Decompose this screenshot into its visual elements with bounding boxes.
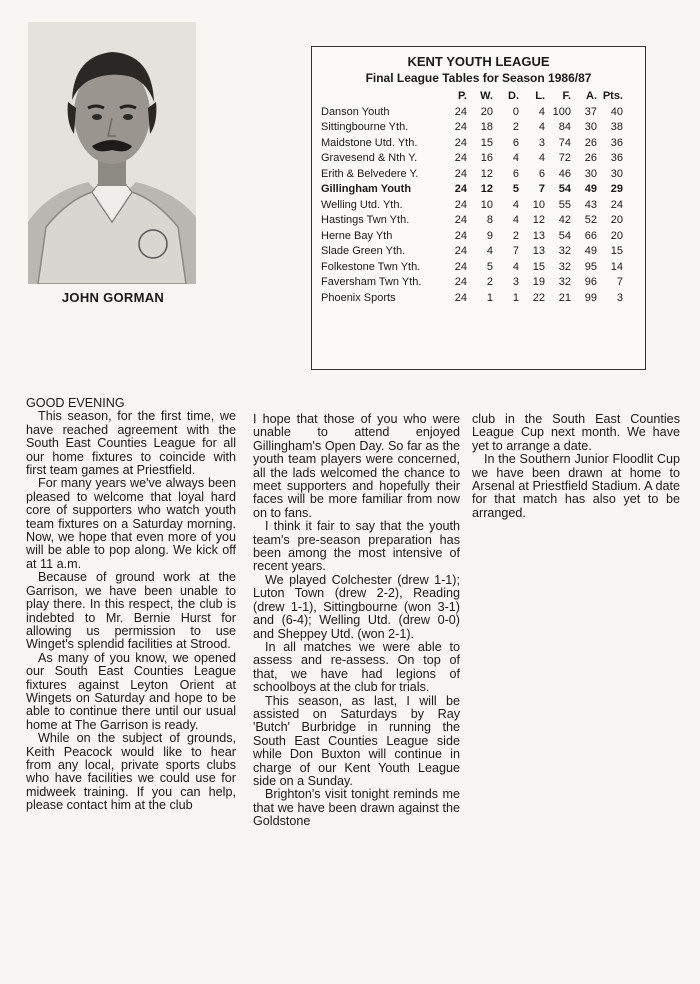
stat-p: 24 [454, 198, 467, 211]
header-team [319, 89, 443, 105]
article-column-1 [26, 397, 236, 813]
stat-p: 24 [454, 260, 467, 273]
stat-a: 43 [584, 198, 597, 211]
stat-w: 15 [480, 136, 493, 149]
stat-l: 4 [538, 105, 545, 118]
stat-f: 21 [558, 291, 571, 304]
table-row [319, 151, 625, 167]
stat-p: 24 [454, 214, 467, 226]
stat-d: 5 [512, 183, 519, 195]
stat-w: 12 [480, 183, 493, 195]
stat-p: 24 [454, 152, 467, 164]
table-row [319, 198, 625, 214]
team-name: Gillingham Youth [321, 183, 412, 195]
stat-l: 22 [532, 291, 545, 304]
stat-f: 32 [558, 276, 571, 288]
article-paragraph: I think it fair to say that the youth team's pre-season preparation has been among the most intensive of recent years. [253, 519, 460, 574]
stat-d: 4 [512, 152, 519, 164]
stat-l: 13 [532, 245, 545, 257]
stat-a: 96 [584, 276, 597, 288]
stat-f: 100 [552, 105, 571, 118]
league-title: KENT YOUTH LEAGUE [407, 54, 550, 69]
stat-w: 4 [486, 245, 493, 257]
table-row [319, 105, 625, 121]
stat-a: 49 [584, 245, 597, 257]
stat-f: 54 [558, 183, 571, 195]
team-name: Herne Bay Yth [321, 229, 393, 242]
table-row [319, 167, 625, 183]
team-name: Sittingbourne Yth. [321, 121, 409, 133]
stat-p: 24 [454, 136, 467, 149]
stat-pts: 36 [610, 152, 623, 164]
stat-w: 5 [486, 260, 493, 273]
stat-pts: 15 [610, 245, 623, 257]
stat-a: 49 [584, 183, 597, 195]
article-paragraph: We played Colchester (drew 1-1); Luton Town (drew 2-2), Reading (drew 1-1), Sittingbourne (won 3-1) and (6-4); Welling Utd. (drew 0-0) and Sheppey Utd. (won 2-1). [253, 572, 460, 641]
stat-w: 10 [480, 198, 493, 211]
article-column-2 [253, 413, 460, 829]
table-row [319, 275, 625, 291]
team-name: Phoenix Sports [321, 291, 396, 304]
article-paragraph: Because of ground work at the Garrison, we have been unable to play there. In this respect, the club is indebted to Mr. Bernie Hurst for allowing us permission to use Winget's splendid facilities at Strood. [26, 570, 236, 652]
stat-a: 26 [584, 152, 597, 164]
article-paragraph: As many of you know, we opened our South East Counties League fixtures against Leyton Orient at Wingets on Saturday and hope to be able to continue there until our usual home at The Garrison is ready. [26, 650, 236, 732]
stat-a: 37 [584, 105, 597, 118]
stat-d: 6 [512, 136, 519, 149]
table-row [319, 136, 625, 152]
league-subtitle: Final League Tables for Season 1986/87 [365, 71, 592, 85]
photo-caption: JOHN GORMAN [61, 290, 165, 305]
header-for: F. [562, 90, 571, 102]
stat-a: 66 [584, 229, 597, 242]
stat-p: 24 [454, 105, 467, 118]
stat-w: 1 [486, 291, 493, 304]
header-drawn: D. [508, 90, 519, 102]
article-heading: GOOD EVENING [26, 396, 125, 410]
stat-l: 6 [538, 167, 545, 180]
stat-d: 2 [512, 121, 519, 133]
stat-a: 30 [584, 121, 597, 133]
stat-l: 10 [532, 198, 545, 211]
stat-p: 24 [454, 229, 467, 242]
stat-l: 3 [538, 136, 545, 149]
stat-l: 13 [532, 229, 545, 242]
stat-f: 42 [558, 214, 571, 226]
article-paragraph: This season, for the first time, we have reached agreement with the South East Counties League for all our home fixtures to coincide with first team games at Priestfield. [26, 409, 236, 478]
stat-d: 4 [512, 214, 519, 226]
table-row [319, 120, 625, 136]
header-points: Pts. [602, 90, 623, 102]
stat-a: 26 [584, 136, 597, 149]
stat-pts: 24 [610, 198, 623, 211]
stat-f: 32 [558, 245, 571, 257]
header-played: P. [458, 90, 467, 102]
table-row [319, 229, 625, 245]
article-paragraph: I hope that those of you who were unable to attend enjoyed Gillingham's Open Day. So far as the youth team players were concerned, all the lads welcomed the chance to meet supporters and hopefully their faces will be more familiar from now on to fans. [253, 412, 460, 520]
stat-d: 3 [512, 276, 519, 288]
stat-p: 24 [454, 183, 467, 195]
stat-d: 6 [512, 167, 519, 180]
stat-d: 4 [512, 198, 519, 211]
stat-pts: 20 [610, 229, 623, 242]
stat-d: 1 [512, 291, 519, 304]
league-table-box [311, 46, 646, 370]
stat-f: 55 [558, 198, 571, 211]
header-won: W. [480, 90, 493, 102]
stat-pts: 14 [610, 260, 623, 273]
stat-a: 30 [584, 167, 597, 180]
stat-p: 24 [454, 121, 467, 133]
article-paragraph: In the Southern Junior Floodlit Cup we have been drawn at home to Arsenal at Priestfield Stadium. A date for that match has also yet to be arranged. [472, 452, 680, 520]
table-row [319, 213, 625, 229]
stat-p: 24 [454, 291, 467, 304]
table-row [319, 244, 625, 260]
stat-p: 24 [454, 276, 467, 288]
stat-d: 0 [512, 105, 519, 118]
stat-pts: 29 [610, 183, 623, 195]
team-name: Maidstone Utd. Yth. [321, 136, 418, 149]
article-paragraph: This season, as last, I will be assisted on Saturdays by Ray 'Butch' Burbridge in running the South East Counties League side while Don Buxton will continue in charge of our Kent Youth League side on a Sunday. [253, 693, 460, 788]
league-table-body [319, 105, 625, 307]
stat-l: 4 [538, 121, 545, 133]
stat-f: 72 [558, 152, 571, 164]
stat-f: 46 [558, 167, 571, 180]
article-paragraph: For many years we've always been pleased to welcome that loyal hard core of supporters who watch youth team fixtures on a Saturday morning. Now, we hope that even more of you will be able to pop along. We kick off at 11 a.m. [26, 476, 236, 571]
team-name: Hastings Twn Yth. [321, 214, 410, 226]
article-paragraph: In all matches we were able to assess and re-assess. On top of that, we have had legions of schoolboys at the club for trials. [253, 639, 460, 695]
stat-d: 2 [512, 229, 519, 242]
stat-w: 8 [486, 214, 493, 226]
stat-f: 84 [558, 121, 571, 133]
stat-l: 15 [532, 260, 545, 273]
stat-l: 7 [538, 183, 545, 195]
stat-l: 4 [538, 152, 545, 164]
table-header-row [319, 89, 625, 105]
article-paragraph: club in the South East Counties League Cup next month. We have yet to arrange a date. [472, 412, 680, 453]
team-name: Slade Green Yth. [321, 245, 406, 257]
stat-pts: 20 [610, 214, 623, 226]
table-row [319, 260, 625, 276]
stat-p: 24 [454, 245, 467, 257]
stat-w: 16 [480, 152, 493, 164]
portrait-illustration [28, 22, 196, 284]
stat-w: 12 [480, 167, 493, 180]
header-against: A. [586, 90, 597, 102]
article-paragraph: Brighton's visit tonight reminds me that we have been drawn against the Goldstone [253, 787, 460, 829]
stat-pts: 30 [610, 167, 623, 180]
stat-a: 52 [584, 214, 597, 226]
stat-f: 32 [558, 260, 571, 273]
stat-w: 20 [480, 105, 493, 118]
stat-d: 7 [512, 245, 519, 257]
stat-pts: 7 [616, 276, 623, 288]
team-name: Gravesend & Nth Y. [321, 152, 418, 164]
team-name: Faversham Twn Yth. [321, 276, 422, 288]
stat-pts: 38 [610, 121, 623, 133]
article-column-3 [472, 413, 680, 520]
league-table [319, 89, 625, 306]
table-row [319, 291, 625, 307]
stat-pts: 3 [616, 291, 623, 304]
stat-w: 18 [480, 121, 493, 133]
stat-d: 4 [512, 260, 519, 273]
team-name: Welling Utd. Yth. [321, 198, 403, 211]
team-name: Erith & Belvedere Y. [321, 167, 419, 180]
article-paragraph: While on the subject of grounds, Keith Peacock would like to hear from any local, private sports clubs who have facilities we could use for midweek training. If you can help, please contact him at the club [26, 731, 236, 813]
stat-p: 24 [454, 167, 467, 180]
header-lost: L. [535, 90, 545, 102]
portrait-photo [28, 22, 196, 284]
stat-a: 95 [584, 260, 597, 273]
stat-f: 74 [558, 136, 571, 149]
stat-a: 99 [584, 291, 597, 304]
stat-pts: 40 [610, 105, 623, 118]
table-row [319, 182, 625, 198]
team-name: Folkestone Twn Yth. [321, 260, 421, 273]
stat-w: 2 [486, 276, 493, 288]
stat-l: 12 [532, 214, 545, 226]
team-name: Danson Youth [321, 105, 390, 118]
stat-l: 19 [532, 276, 545, 288]
stat-w: 9 [486, 229, 493, 242]
stat-pts: 36 [610, 136, 623, 149]
stat-f: 54 [558, 229, 571, 242]
